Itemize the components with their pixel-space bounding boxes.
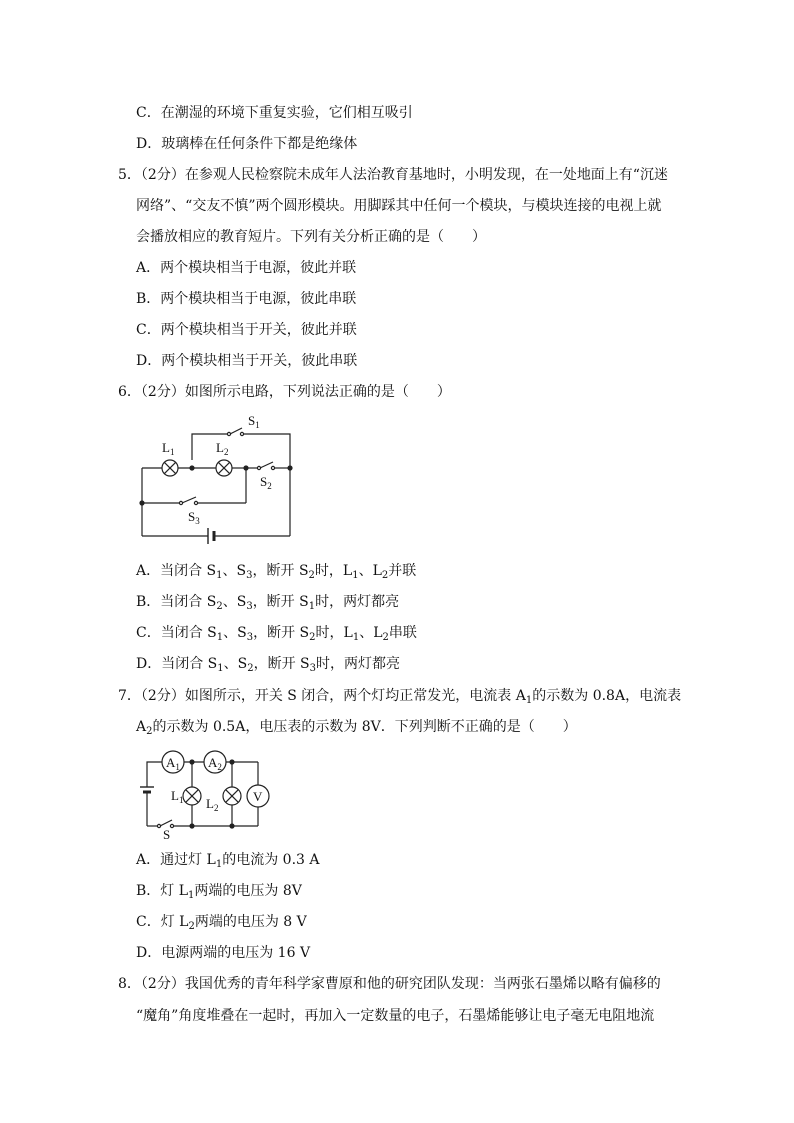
switch-s3-blade — [182, 497, 196, 503]
q5-option-b: B．两个模块相当于电源，彼此串联 — [136, 291, 357, 307]
q6-circuit-diagram — [136, 412, 306, 542]
lamp-l2-icon — [216, 460, 232, 476]
q6-option-b: B．当闭合 $S_2$、$S_3$，断开 $S_1$时，两灯都亮 — [136, 594, 400, 612]
q6-option-d: D．当闭合 $S_1$、$S_2$，断开 $S_3$时，两灯都亮 — [136, 656, 401, 674]
q5-option-d: D．两个模块相当于开关，彼此串联 — [136, 353, 358, 369]
junction-dot — [190, 466, 194, 470]
lamp-l1-icon — [183, 787, 201, 805]
svg-text:V: V — [253, 789, 263, 804]
q7-stem-line2: $A_2$的示数为 0.5A，电压表的示数为 8V．下列判断不正确的是（ ） — [136, 719, 577, 737]
q7-option-a: A．通过灯 $L_1$的电流为 0.3 A — [136, 852, 320, 870]
lamp-l2-icon — [223, 787, 241, 805]
q6-option-c: C．当闭合 $S_1$、$S_3$，断开 $S_2$时，$L_1$、$L_2$串联 — [136, 625, 417, 643]
svg-text:L1: $L_1$ — [162, 440, 175, 457]
svg-text:A1: $A_1$ — [166, 755, 180, 772]
q7-option-b: B．灯 $L_1$两端的电压为 8V — [136, 883, 302, 901]
svg-text:S3: $S_3$ — [188, 509, 200, 526]
svg-text:L2: $L_2$ — [206, 796, 219, 813]
svg-text:A2: $A_2$ — [208, 755, 222, 772]
q8-stem-line1: 8．（2分）我国优秀的青年科学家曹原和他的研究团队发现：当两张石墨烯以略有偏移的 — [118, 976, 661, 992]
q8-stem-line2: “魔角”角度堆叠在一起时，再加入一定数量的电子，石墨烯能够让电子毫无电阻地流 — [136, 1008, 655, 1024]
q4-option-c: C．在潮湿的环境下重复实验，它们相互吸引 — [136, 105, 413, 121]
q4-option-d: D．玻璃棒在任何条件下都是绝缘体 — [136, 136, 358, 152]
q5-stem-line1: 5．（2分）在参观人民检察院未成年人法治教育基地时，小明发现，在一处地面上有“沉迷 — [118, 167, 668, 183]
q7-stem-line1: 7．（2分）如图所示，开关 S 闭合，两个灯均正常发光，电流表 $A_1$的示数为 0.8A，电流表 — [118, 688, 682, 706]
q7-circuit-diagram — [140, 750, 280, 840]
lamp-l1-icon — [162, 460, 178, 476]
svg-text:S2: $S_2$ — [260, 474, 272, 491]
q7-option-c: C．灯 $L_2$两端的电压为 8 V — [136, 914, 307, 932]
q7-option-d: D．电源两端的电压为 16 V — [136, 945, 311, 961]
q5-option-c: C．两个模块相当于开关，彼此并联 — [136, 322, 357, 338]
q6-stem: 6．（2分）如图所示电路，下列说法正确的是（ ） — [118, 384, 451, 400]
q5-option-a: A．两个模块相当于电源，彼此并联 — [136, 260, 357, 276]
q6-option-a: A．当闭合 $S_1$、$S_3$，断开 $S_2$时，$L_1$、$L_2$并联 — [136, 563, 417, 581]
svg-text:S: S — [163, 827, 171, 842]
svg-text:L2: $L_2$ — [216, 440, 229, 457]
q5-stem-line3: 会播放相应的教育短片。下列有关分析正确的是（ ） — [136, 229, 486, 245]
q5-stem-line2: 网络”、“交友不慎”两个圆形模块。用脚踩其中任何一个模块，与模块连接的电视上就 — [136, 198, 662, 214]
svg-text:L1: $L_1$ — [171, 788, 184, 805]
svg-text:S1: $S_1$ — [248, 413, 260, 430]
